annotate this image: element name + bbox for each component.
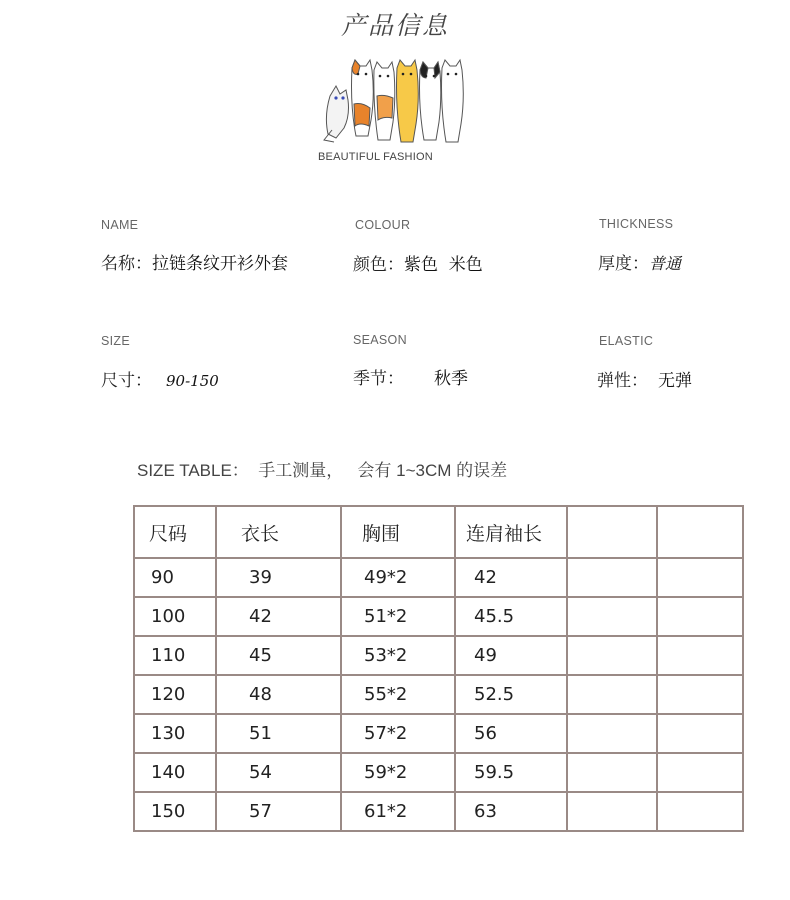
table-cell: 56 xyxy=(455,714,567,753)
table-cell xyxy=(657,792,743,831)
table-cell: 59.5 xyxy=(455,753,567,792)
table-cell xyxy=(657,636,743,675)
table-row xyxy=(134,636,743,675)
table-cell xyxy=(657,597,743,636)
elastic-key: 弹性： xyxy=(597,371,648,391)
table-cell xyxy=(657,753,743,792)
table-cell: 140 xyxy=(134,753,216,792)
size-table xyxy=(133,505,744,832)
table-cell: 59*2 xyxy=(341,753,455,792)
table-cell: 42 xyxy=(216,597,341,636)
thickness-value xyxy=(598,249,681,274)
name-value xyxy=(101,249,288,274)
table-cell xyxy=(567,714,657,753)
table-cell xyxy=(567,792,657,831)
size-key: 尺寸： xyxy=(101,371,152,391)
brand-text: BEAUTIFUL FASHION xyxy=(318,151,433,163)
table-cell xyxy=(657,714,743,753)
header-cell xyxy=(657,506,743,558)
thickness-text: 普通 xyxy=(649,254,682,273)
header-cell: 胸围 xyxy=(341,506,455,558)
size-value xyxy=(101,366,219,391)
table-cell xyxy=(567,636,657,675)
page-title: 产品信息 xyxy=(340,11,449,40)
table-cell: 49*2 xyxy=(341,558,455,597)
size-label: SIZE xyxy=(101,334,130,348)
table-cell xyxy=(657,675,743,714)
table-cell xyxy=(567,597,657,636)
table-cell: 51*2 xyxy=(341,597,455,636)
header-cell: 衣长 xyxy=(216,506,341,558)
table-cell: 100 xyxy=(134,597,216,636)
elastic-text: 无弹 xyxy=(658,371,692,391)
table-cell: 63 xyxy=(455,792,567,831)
table-cell: 90 xyxy=(134,558,216,597)
table-row xyxy=(134,558,743,597)
header-cell xyxy=(567,506,657,558)
name-label: NAME xyxy=(101,218,139,232)
header-cell: 连肩袖长 xyxy=(455,506,567,558)
name-text: 拉链条纹开衫外套 xyxy=(152,254,288,274)
elastic-label: ELASTIC xyxy=(599,334,654,348)
colour-text: 紫色 米色 xyxy=(404,255,483,275)
table-cell xyxy=(567,558,657,597)
thickness-key: 厚度： xyxy=(598,254,649,274)
colour-value xyxy=(353,250,483,275)
table-cell: 55*2 xyxy=(341,675,455,714)
table-cell: 54 xyxy=(216,753,341,792)
table-cell xyxy=(657,558,743,597)
table-row xyxy=(134,753,743,792)
table-cell: 53*2 xyxy=(341,636,455,675)
table-row xyxy=(134,675,743,714)
table-cell: 57*2 xyxy=(341,714,455,753)
table-row xyxy=(134,792,743,831)
table-row xyxy=(134,714,743,753)
table-row xyxy=(134,597,743,636)
table-cell: 150 xyxy=(134,792,216,831)
thickness-label: THICKNESS xyxy=(599,217,674,231)
table-cell: 51 xyxy=(216,714,341,753)
table-cell: 49 xyxy=(455,636,567,675)
table-cell: 57 xyxy=(216,792,341,831)
table-cell: 130 xyxy=(134,714,216,753)
elastic-value xyxy=(597,366,692,391)
size-text: 90-150 xyxy=(166,372,219,390)
table-cell: 48 xyxy=(216,675,341,714)
table-cell: 52.5 xyxy=(455,675,567,714)
colour-key: 颜色： xyxy=(353,255,404,275)
table-cell: 110 xyxy=(134,636,216,675)
season-key: 季节： xyxy=(353,369,404,389)
table-header-row xyxy=(134,506,743,558)
table-cell: 45 xyxy=(216,636,341,675)
colour-label: COLOUR xyxy=(355,218,411,232)
table-cell: 39 xyxy=(216,558,341,597)
table-cell: 42 xyxy=(455,558,567,597)
season-value xyxy=(353,364,468,389)
season-label: SEASON xyxy=(353,333,407,347)
name-key: 名称： xyxy=(101,254,152,274)
table-cell xyxy=(567,753,657,792)
table-cell xyxy=(567,675,657,714)
size-table-note: SIZE TABLE： 手工测量， 会有 1~3CM 的误差 xyxy=(137,461,508,480)
table-cell: 61*2 xyxy=(341,792,455,831)
header-cell: 尺码 xyxy=(134,506,216,558)
season-text: 秋季 xyxy=(434,369,468,389)
table-cell: 120 xyxy=(134,675,216,714)
table-cell: 45.5 xyxy=(455,597,567,636)
